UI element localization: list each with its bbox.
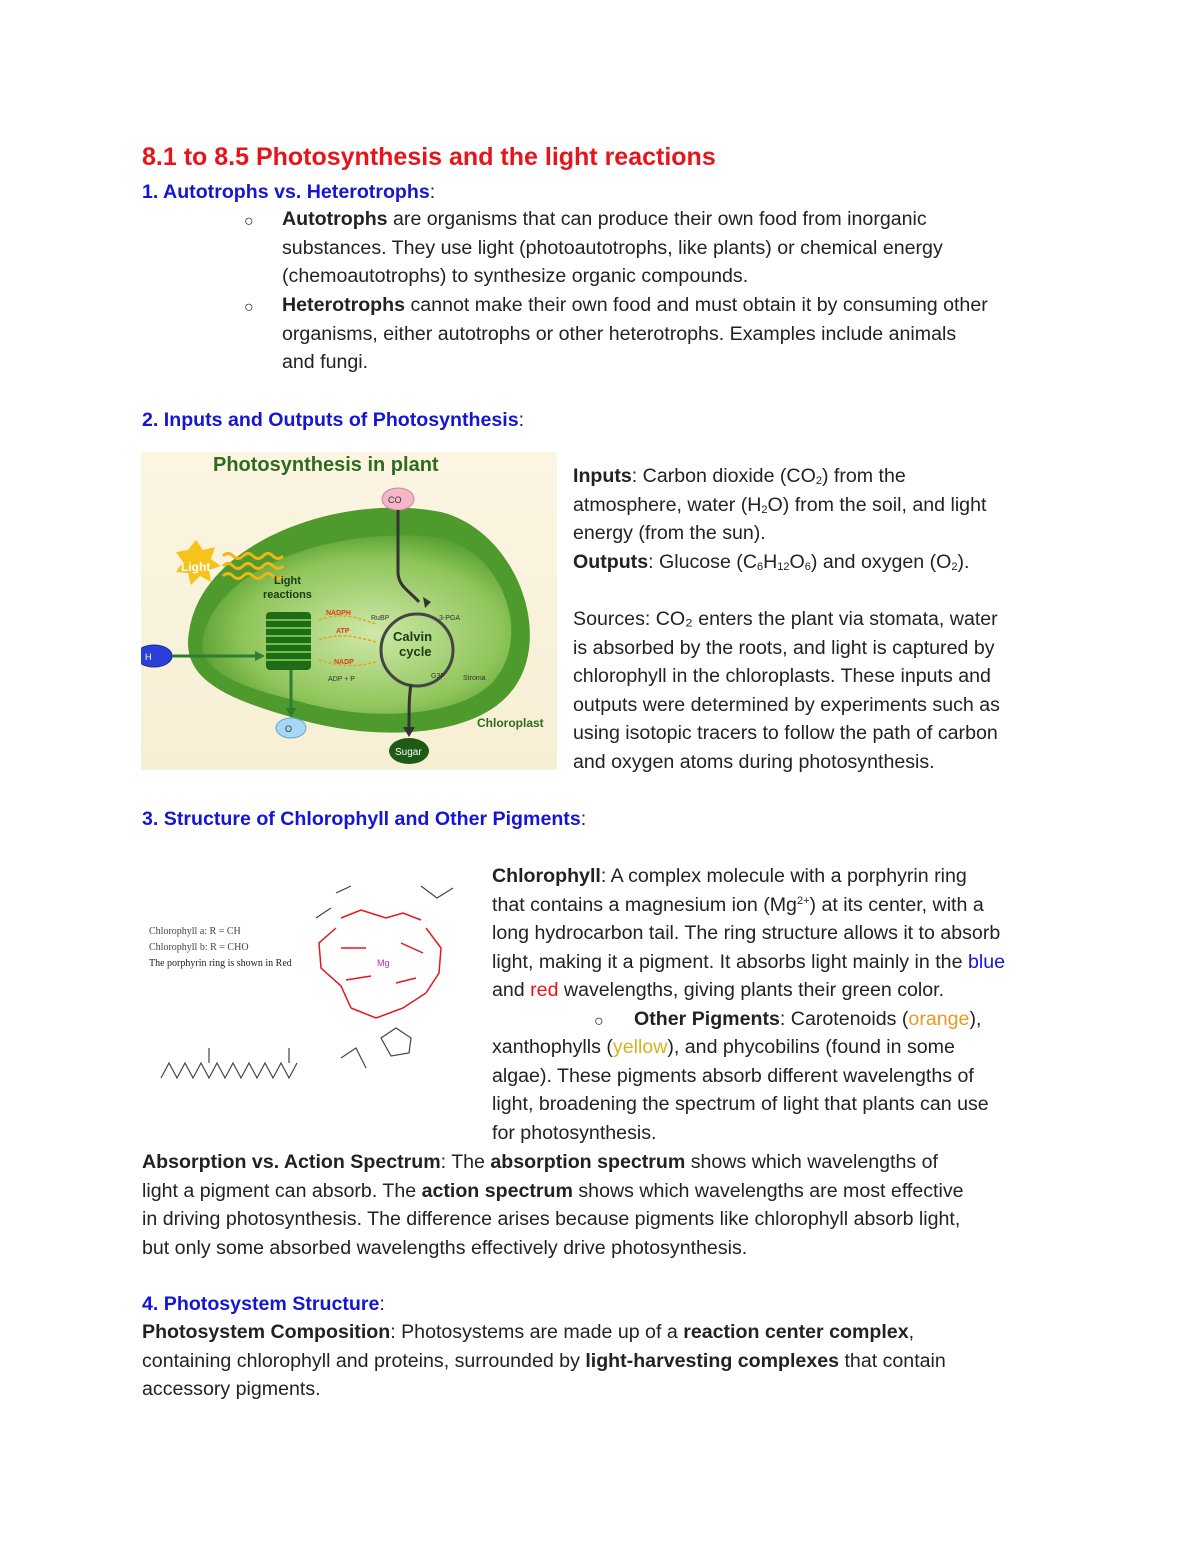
diagram-title: Photosynthesis in plant bbox=[213, 454, 439, 476]
chlorophyll-text: Chlorophyll: A complex molecule with a porphyrin ring that contains a magnesium ion $(Mg^{2+})$ at its center, with a long hydrocarbon tail. The ring structure allows it to absorb light, making it a pigment. It absorbs light mainly in the blue and red wavelengths, giving plants their green color. bbox=[492, 865, 1005, 1002]
photosynthesis-diagram bbox=[141, 452, 557, 770]
other-pigments-text: xanthophylls (yellow), and phycobilins (found in some algae). These pigments absorb different wavelengths of light, broadening the spectrum of light that plants can use for photosynthesis. bbox=[492, 1036, 989, 1144]
light-label: Light bbox=[181, 560, 211, 574]
thylakoid-stack-icon bbox=[266, 612, 311, 670]
svg-text:Chlorophyll b: R = CHO: Chlorophyll b: R = CHO bbox=[149, 942, 249, 953]
svg-text:ATP: ATP bbox=[336, 628, 350, 635]
svg-text:G3P: G3P bbox=[431, 673, 446, 680]
other-pigments-line1: Other Pigments: Carotenoids (orange), bbox=[634, 1008, 982, 1030]
svg-text:reactions: reactions bbox=[263, 589, 312, 601]
chloroplast-label: Chloroplast bbox=[477, 716, 544, 730]
svg-text:Chlorophyll a: R = CH: Chlorophyll a: R = CH bbox=[149, 926, 241, 937]
page-title: 8.1 to 8.5 Photosynthesis and the light reactions bbox=[142, 143, 716, 171]
photosystem-composition-text: Photosystem Composition: Photosystems are made up of a reaction center complex, containing chlorophyll and proteins, surrounded by light-harvesting complexes that contain accessory pigments. bbox=[142, 1321, 946, 1401]
sugar-label: Sugar bbox=[395, 747, 422, 758]
section-1-heading: 1. Autotrophs vs. Heterotrophs: bbox=[142, 181, 436, 203]
section-2-heading: 2. Inputs and Outputs of Photosynthesis: bbox=[142, 409, 525, 431]
svg-text:cycle: cycle bbox=[399, 644, 432, 659]
co2-label: CO bbox=[388, 495, 402, 505]
bullet-other-pigments: ○ bbox=[594, 1013, 604, 1030]
section-3-heading: 3. Structure of Chlorophyll and Other Pigments: bbox=[142, 808, 587, 830]
svg-text:Light: Light bbox=[274, 575, 301, 587]
svg-text:NADPH: NADPH bbox=[326, 610, 351, 617]
svg-text:NADP: NADP bbox=[334, 659, 354, 666]
svg-text:3-PGA: 3-PGA bbox=[439, 615, 461, 622]
autotrophs-text: Autotrophs are organisms that can produce their own food from inorganic substances. They use light (photoautotrophs, like plants) or chemical energy (chemoautotrophs) to synthesize organic compounds. bbox=[282, 208, 943, 288]
inputs-outputs-text: Inputs: Carbon dioxide $(CO_2)$ from the atmosphere, water $(H_2O)$ from the soil, and light energy (from the sun). Outputs: Glucose $(C_6H_{12}O_6)$ and oxygen $(O_2)$. Sources: CO₂ enters the plant via stomata, water is absorbed by the roots, and light is captured by chlorophyll in the chloroplasts. These inputs and outputs were determined by experiments such as using isotopic tracers to follow the path of carbon and oxygen atoms during photosynthesis. bbox=[573, 465, 1000, 773]
section-4-heading: 4. Photosystem Structure: bbox=[142, 1293, 385, 1315]
chlorophyll-structure-diagram bbox=[141, 858, 481, 1098]
h2o-label: H bbox=[145, 652, 152, 662]
absorption-action-text: Absorption vs. Action Spectrum: The absorption spectrum shows which wavelengths of light a pigment can absorb. The action spectrum shows which wavelengths are most effective in driving photosynthesis. The difference arises because pigments like chlorophyll absorb light, but only some absorbed wavelengths effectively drive photosynthesis. bbox=[142, 1151, 964, 1259]
svg-text:ADP + P: ADP + P bbox=[328, 676, 355, 683]
svg-text:The porphyrin ring is shown in: The porphyrin ring is shown in Red bbox=[149, 958, 292, 969]
bullet-autotrophs: ○ bbox=[244, 213, 254, 230]
svg-text:RuBP: RuBP bbox=[371, 615, 390, 622]
svg-text:Calvin: Calvin bbox=[393, 629, 433, 644]
heterotrophs-text: Heterotrophs cannot make their own food and must obtain it by consuming other organisms, either autotrophs or other heterotrophs. Examples include animals and fungi. bbox=[282, 294, 988, 374]
svg-text:Stroma: Stroma bbox=[463, 675, 486, 682]
magnesium-label: Mg bbox=[377, 958, 390, 968]
o2-label: O bbox=[285, 724, 293, 734]
bullet-heterotrophs: ○ bbox=[244, 299, 254, 316]
